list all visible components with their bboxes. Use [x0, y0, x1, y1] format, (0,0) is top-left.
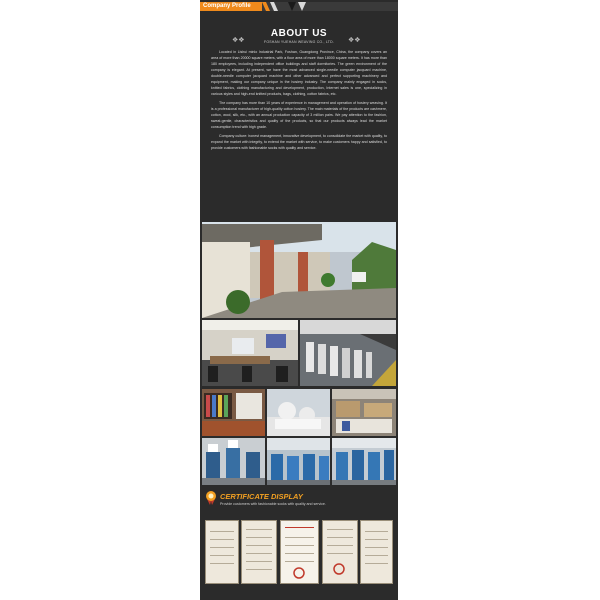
certificate-image [360, 520, 393, 584]
knitting-machines-photo-3 [332, 438, 396, 485]
ornament-icon: ❖❖ [348, 37, 361, 44]
about-paragraph: The company has more than 10 years of experience in management and operation of hosiery weaving. It is a professional manufacturer of high-quality cotton hosiery. The main materials of the products are cashmere, cotton, wool, silk, etc., with an annual production capacity of 3 million pairs. We pay attention to the fashion, sweat-gentle, characteristics and quality of the products, so that our products always lead the market consumption trend with high grade. [211, 101, 387, 129]
seal-icon [333, 563, 345, 575]
showroom-photo [202, 389, 265, 436]
knitting-machines-photo-2 [267, 438, 330, 485]
warehouse-photo [332, 389, 396, 436]
office-photo [202, 320, 298, 386]
header-label: Company Profile [203, 3, 251, 9]
certificate-image [280, 520, 319, 584]
about-paragraph: Company culture: honest management, innovative development, to consolidate the market with quality, to expand the market with integrity, to extend the market with service, to make customers happy and satisfied, to provide customers with fashionable socks with quality and service. [211, 134, 387, 150]
production-line-photo [300, 320, 396, 386]
header-tab [200, 2, 262, 11]
about-text [211, 49, 387, 154]
factory-exterior-photo [202, 222, 396, 318]
chevron-icon [298, 2, 306, 11]
ornament-icon: ❖❖ [232, 37, 245, 44]
knitting-machines-photo-1 [202, 438, 265, 485]
certificate-subtitle: Provide customers with fashionable socks with quality and service. [220, 502, 326, 506]
chevron-icon [270, 2, 278, 11]
certificate-title: CERTIFICATE DISPLAY [220, 492, 303, 501]
certificate-image [322, 520, 358, 584]
chevron-icon [288, 2, 296, 11]
about-paragraph: Located in Lishui minlo Industrial Park, Foshan, Guangdong Province, China, the company covers an area of more than 20000 square meters, with a floor area of more than 18000 square meters. It has more than 180 employees, including independent office buildings and staff dormitories. The green environment of the company is elegant. At present, we have the most advanced single-needle computer jacquard machine, double-needle computer jacquard machine and other advanced and perfect supporting machinery and equipment, making our company unique in the hosiery industry. The company mainly engaged in socks, knitted fabrics, clothing manufacturing and development, production, Internet sales is one, specializing in various styles and high-end knitted products, bags, clothing, cotton fabrics, etc. [211, 50, 387, 96]
about-title: ABOUT US [270, 28, 328, 39]
company-name: FOSHAN YUEHAN WEAVING CO., LTD. [264, 40, 334, 44]
seal-icon [293, 567, 305, 579]
certificate-image [241, 520, 277, 584]
chevron-icon [262, 2, 270, 11]
certificate-image [205, 520, 239, 584]
company-profile-banner [200, 0, 398, 600]
packing-photo [267, 389, 330, 436]
medal-icon [205, 491, 217, 505]
header-bar [200, 2, 398, 11]
